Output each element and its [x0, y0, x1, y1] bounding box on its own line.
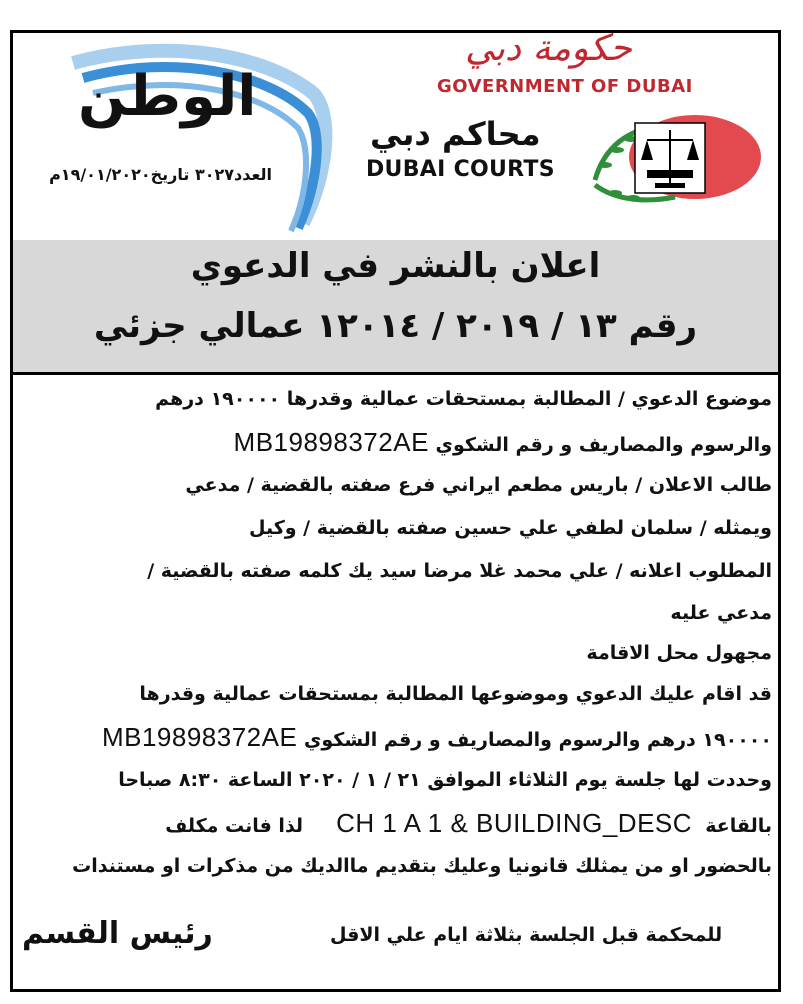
- dubai-courts-seal-icon: [575, 105, 765, 205]
- body-line-fees: [20, 421, 772, 464]
- issue-date-line: العدد٣٠٢٧ تاريخ١٩/٠١/٢٠٢٠م: [49, 165, 272, 184]
- case-number: رقم ١٣ / ٢٠١٩ / ١٢٠١٤ عمالي جزئي: [93, 306, 698, 346]
- body-line-address: مجهول محل الاقامة: [586, 642, 772, 664]
- government-english: GOVERNMENT OF DUBAI: [437, 76, 693, 97]
- title-block: [13, 240, 778, 372]
- body-line-defendant: المطلوب اعلانه / علي محمد غلا مرضا سيد يك كلمه صفته بالقضية /: [147, 560, 772, 582]
- notice-body: [20, 378, 772, 888]
- body-line-requester: طالب الاعلان / باريس مطعم ايراني فرع صفته بالقضية / مدعي: [185, 474, 772, 496]
- signature: رئيس القسم: [22, 916, 213, 951]
- courts-arabic: محاكم دبي: [370, 115, 541, 153]
- body-line-amount: [20, 716, 772, 759]
- body-line-hall: [20, 802, 772, 845]
- hall-code: CH 1 A 1 & BUILDING_DESC: [336, 808, 693, 838]
- hall-suffix: لذا فانت مكلف: [165, 815, 304, 837]
- divider: [13, 372, 778, 375]
- government-arabic: حكومة دبي: [465, 28, 632, 69]
- hall-prefix: بالقاعة: [705, 815, 772, 837]
- body-line-defendant-role: مدعي عليه: [670, 602, 772, 624]
- body-line-fees-text: والرسوم والمصاريف و رقم الشكوي: [435, 434, 772, 456]
- notice-title: اعلان بالنشر في الدعوي: [190, 246, 601, 286]
- newspaper-name: الوطن: [78, 64, 257, 129]
- body-line-claim: قد اقام عليك الدعوي وموضوعها المطالبة بمستحقات عمالية وقدرها: [139, 683, 772, 705]
- complaint-code: MB19898372AE: [233, 427, 429, 457]
- body-line-session: وحددت لها جلسة يوم الثلاثاء الموافق ٢١ / ١ / ٢٠٢٠ الساعة ٨:٣٠ صباحا: [118, 769, 772, 791]
- body-line-attendance: بالحضور او من يمثلك قانونيا وعليك بتقديم ماالديك من مذكرات او مستندات: [72, 855, 772, 877]
- body-line-subject: موضوع الدعوي / المطالبة بمستحقات عمالية وقدرها ١٩٠٠٠٠ درهم: [155, 388, 772, 410]
- courts-english: DUBAI COURTS: [366, 157, 555, 182]
- body-line-deadline: للمحكمة قبل الجلسة بثلاثة ايام علي الاقل: [330, 924, 723, 946]
- body-line-representative: ويمثله / سلمان لطفي علي حسين صفته بالقضية / وكيل: [248, 517, 772, 539]
- body-line-amount-text: ١٩٠٠٠٠ درهم والرسوم والمصاريف و رقم الشكوي: [303, 729, 772, 751]
- complaint-code-2: MB19898372AE: [101, 722, 298, 752]
